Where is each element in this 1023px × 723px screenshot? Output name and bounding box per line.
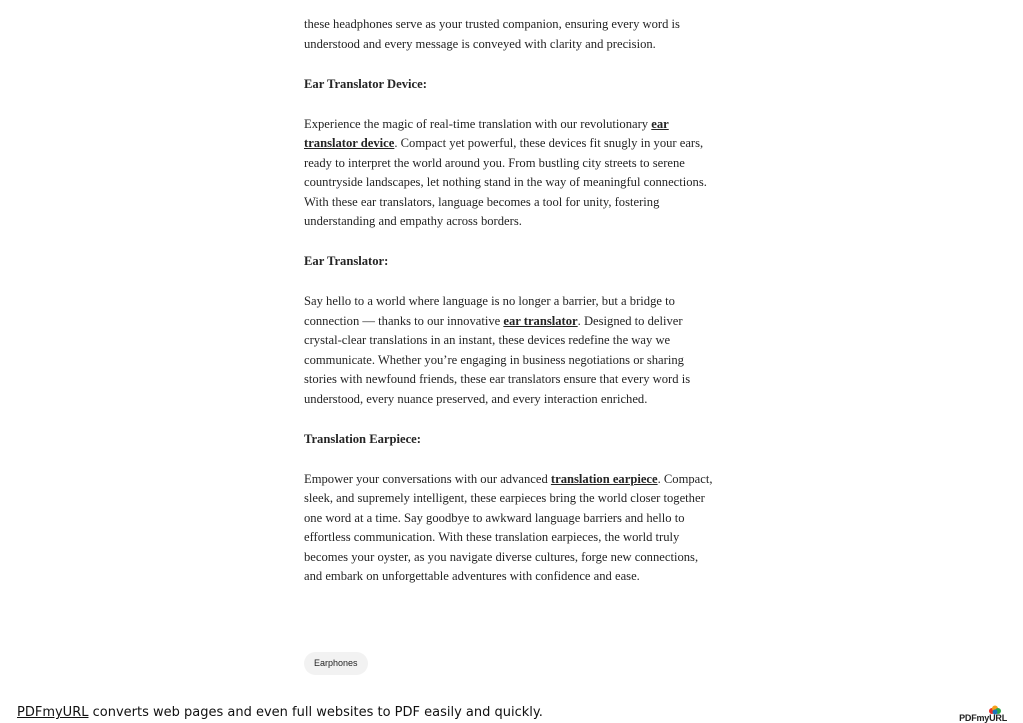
heading-translation-earpiece: Translation Earpiece: — [304, 431, 421, 446]
heading-ear-translator: Ear Translator: — [304, 254, 389, 268]
paragraph-ear-translator — [304, 292, 714, 409]
link-ear-translator-device[interactable]: ear translator device — [304, 116, 669, 150]
pdfmyurl-logo-text: PDFmyURL — [959, 713, 1007, 723]
paragraph-text: . Compact, sleek, and supremely intelligent, these earpieces bring the world closer together one word at a time. Say goodbye to awkward language barriers and hello to effortless communication. With these translation earpieces, the world truly becomes your oyster, as you navigate diverse cultures, forge new connections, and embark on unforgettable adventures with confidence and ease. — [304, 471, 713, 583]
heading-ear-translator-device: Ear Translator Device: — [304, 76, 427, 91]
paragraph-text: . Compact yet powerful, these devices fit snugly in your ears, ready to interpret the world around you. From bustling city streets to serene countryside landscapes, let nothing stand in the way of meaningful connections. With these ear translators, language becomes a tool for unity, fostering understanding and empathy across borders. — [304, 136, 707, 228]
paragraph-translation-earpiece — [304, 470, 714, 587]
footer-text: converts web pages and even full websites to PDF easily and quickly. — [88, 705, 543, 720]
paragraph-text: Say hello to a world where language is no longer a barrier, but a bridge to connection — thanks to our innovative — [304, 294, 675, 328]
link-translation-earpiece[interactable]: translation earpiece — [550, 471, 658, 486]
link-ear-translator[interactable]: ear translator — [503, 313, 578, 328]
pdfmyurl-link[interactable]: PDFmyURL — [17, 705, 89, 720]
paragraph-intro-tail: these headphones serve as your trusted companion, ensuring every word is understood and every message is conveyed with clarity and precision. — [304, 17, 680, 51]
paragraph-text: Experience the magic of real-time translation with our revolutionary — [304, 116, 652, 131]
paragraph-text: . Designed to deliver crystal-clear translations in an instant, these devices redefine the way we communicate. Whether you’re engaging in business negotiations or sharing stories with newfound friends, these ear translators ensure that every word is understood, every nuance preserved, and every interaction enriched. — [304, 313, 691, 406]
article-body — [304, 15, 714, 587]
pdfmyurl-footer — [17, 704, 543, 722]
paragraph-ear-translator-device — [304, 115, 714, 232]
tag-earphones[interactable]: Earphones — [304, 652, 368, 675]
paragraph-text: Empower your conversations with our advanced — [304, 471, 551, 486]
pdfmyurl-logo[interactable] — [957, 705, 1007, 723]
